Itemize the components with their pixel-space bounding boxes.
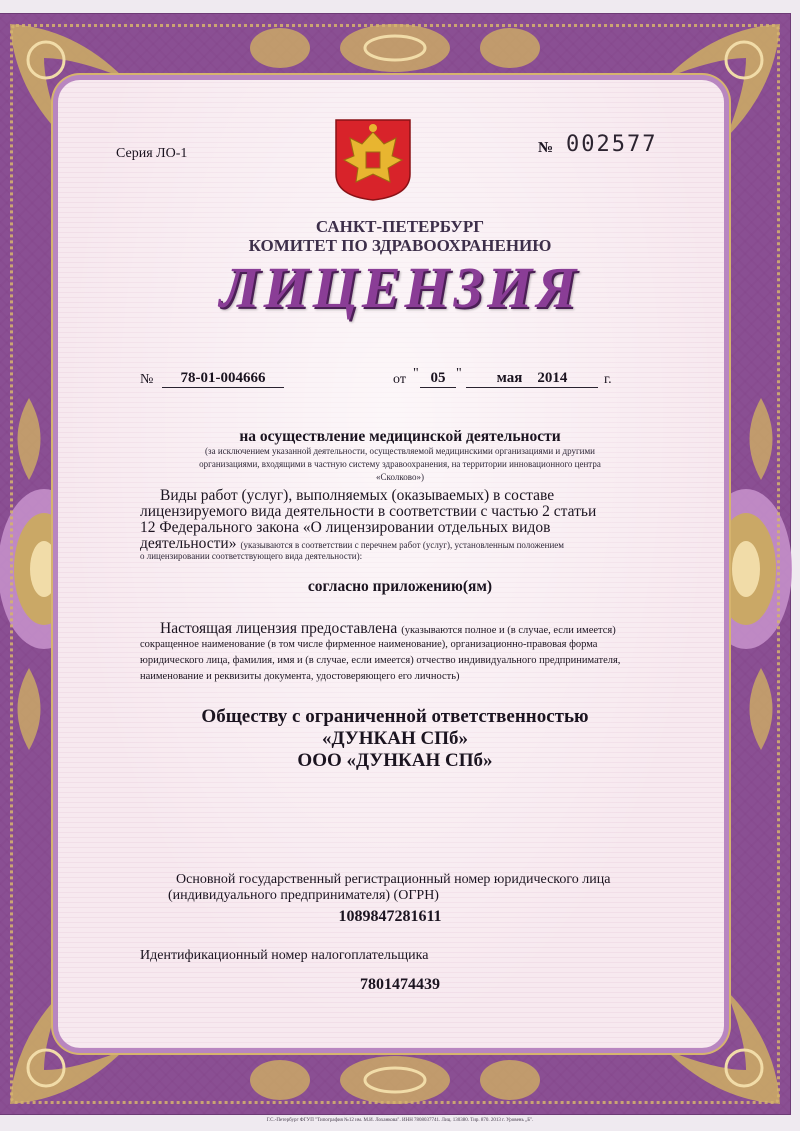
license-date-from-label: от [393, 372, 406, 387]
license-year: 2014 [537, 370, 568, 386]
left-ornament-lower-icon [4, 664, 54, 754]
works-line-4-note: (указываются в соответствии с перечнем работ (услуг), установленным положением [240, 540, 564, 550]
ogrn-label-line-2: (индивидуального предпринимателя) (ОГРН) [168, 888, 439, 903]
activity-note-line-3: «Сколково») [376, 472, 424, 482]
inn-label: Идентификационный номер налогоплательщика [140, 948, 429, 963]
bottom-ornament-icon [240, 1050, 550, 1110]
quote-close: " [456, 366, 462, 381]
grantee-note-line-2: сокращенное наименование (в том числе фирменное наименование), организационно-правовая форма [140, 639, 598, 650]
license-number: 78-01-004666 [162, 370, 284, 388]
activity-note-line-1: (за исключением указанной деятельности, осуществляемой медицинскими организациями и другими [205, 446, 595, 456]
issuer-city: САНКТ-ПЕТЕРБУРГ [315, 217, 485, 236]
ogrn-label-line-1: Основной государственный регистрационный номер юридического лица [176, 872, 611, 887]
license-day: 05 [420, 370, 456, 388]
coat-of-arms-icon [332, 116, 414, 202]
right-ornament-upper-icon [736, 394, 786, 484]
printer-imprint: Г.С.-Петербург ФГУП "Типография №12 им. М.И. Лоханкова". ИНН 7808037741. Лиц. 130380. Тир. 870. 2013 г. Уровень „Б". [266, 1118, 534, 1123]
works-line-4-main: деятельности» [140, 535, 237, 552]
grantee-note-line-3: юридического лица, фамилия, имя и (в случае, если имеется) отчество индивидуального предпринимателя, [140, 655, 621, 666]
license-year-suffix: г. [604, 372, 612, 387]
ogrn-value: 1089847281611 [338, 908, 442, 925]
grantee-name-line-3: ООО «ДУНКАН СПб» [297, 750, 493, 771]
top-ornament-icon [240, 18, 550, 78]
works-value: согласно приложению(ям) [307, 578, 493, 595]
form-number-value: 002577 [566, 132, 658, 157]
license-month: мая [496, 370, 523, 386]
works-line-1: Виды работ (услуг), выполняемых (оказываемых) в составе [160, 487, 555, 504]
grantee-name-line-1: Обществу с ограниченной ответственностью [201, 706, 589, 727]
works-line-3: 12 Федерального закона «О лицензировании отдельных видов [140, 519, 551, 536]
grantee-name-line-2: «ДУНКАН СПб» [321, 728, 469, 749]
grantee-note-line-4: наименование и реквизиты документа, удостоверяющего его личность) [140, 671, 460, 682]
quote-open: " [413, 366, 419, 381]
works-line-2: лицензируемого вида деятельности в соответствии с частью 2 статьи [140, 503, 597, 520]
left-ornament-upper-icon [4, 394, 54, 484]
inn-value: 7801474439 [360, 976, 440, 993]
series-label: Серия ЛО-1 [116, 146, 188, 161]
grantee-intro-main: Настоящая лицензия предоставлена [160, 620, 398, 637]
works-line-5-note: о лицензировании соответствующего вида деятельности): [140, 551, 363, 561]
form-number-label: № [538, 140, 554, 156]
grantee-intro-note: (указываются полное и (в случае, если имеется) [401, 625, 616, 636]
grantee-intro [160, 620, 616, 638]
license-month-year [466, 370, 598, 388]
activity-note-line-2: организациями, входящими в частную систему здравоохранения, на территории инновационного центра [199, 459, 601, 469]
license-number-label: № [140, 372, 154, 387]
activity-heading: на осуществление медицинской деятельности [239, 428, 561, 445]
right-ornament-lower-icon [736, 664, 786, 754]
issuer-committee: КОМИТЕТ ПО ЗДРАВООХРАНЕНИЮ [248, 236, 552, 255]
document-title: ЛИЦЕНЗИЯ [219, 255, 581, 320]
